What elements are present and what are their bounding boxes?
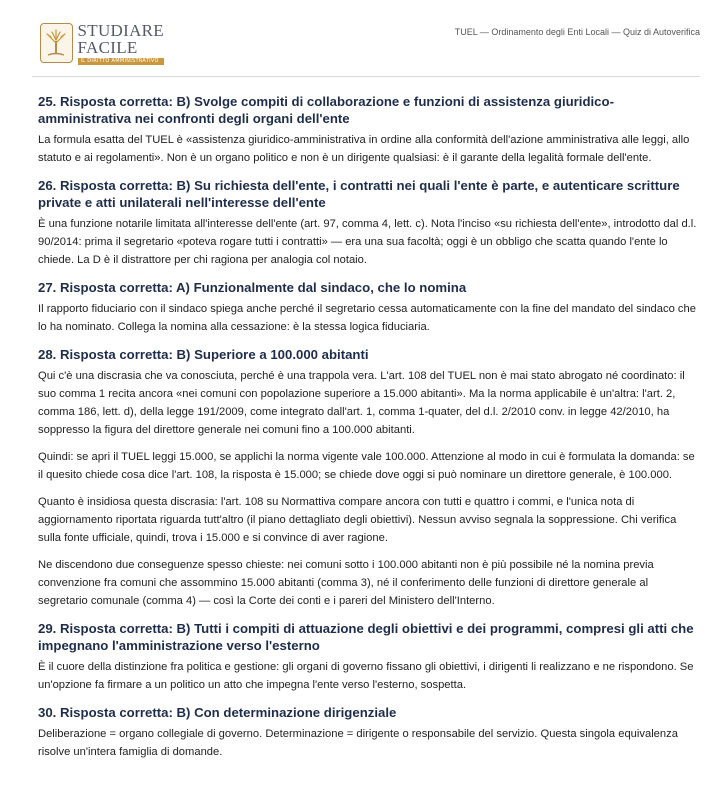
answer-explanation: Deliberazione = organo collegiale di governo. Determinazione = dirigente o responsabile del servizio. Questa singola equivalenza risolve un'intera famiglia di domande. bbox=[38, 728, 678, 758]
answers-list bbox=[38, 93, 700, 761]
answer-30 bbox=[38, 704, 700, 761]
answer-explanation: Ne discendono due conseguenze spesso chieste: nei comuni sotto i 100.000 abitanti non è più possibile né la nomina previa convenzione fra comuni che assommino 15.000 abitanti (comma 3), né il conferimento delle funzioni di direttore generale al segretario comunale (comma 4) — così la Corte dei conti e i pareri del Ministero dell'Interno. bbox=[38, 559, 654, 607]
answer-29 bbox=[38, 620, 700, 694]
tree-icon bbox=[40, 23, 73, 63]
answer-explanation: Qui c'è una discrasia che va conosciuta, perché è una trappola vera. L'art. 108 del TUEL non è mai stato abrogato né coordinato: il suo comma 1 recita ancora «nei comuni con popolazione superiore a 15.000 abitanti». Ma la norma applicabile è un'altra: l'art. 2, comma 186, lett. d), della legge 191/2009, come integrato dall'art. 1, comma 1-quater, del d.l. 2/2010 conv. in legge 42/2010, ha soppresso la figura del direttore generale nei comuni fino a 100.000 abitanti. bbox=[38, 370, 685, 436]
answer-heading: 30. Risposta corretta: B) Con determinazione dirigenziale bbox=[38, 705, 397, 720]
brand-logo[interactable] bbox=[40, 20, 164, 66]
answer-heading: 28. Risposta corretta: B) Superiore a 100.000 abitanti bbox=[38, 347, 369, 362]
answer-explanation: Quindi: se apri il TUEL leggi 15.000, se applichi la norma vigente vale 100.000. Attenzione al modo in cui è formulata la domanda: se il quesito chiede cosa dice l'art. 108, la risposta è 15.000; se chiede dove oggi si può nominare un direttore generale, è 100.000. bbox=[38, 451, 695, 481]
answer-28 bbox=[38, 346, 700, 610]
answer-heading: 26. Risposta corretta: B) Su richiesta dell'ente, i contratti nei quali l'ente è parte, e autenticare scritture private e atti unilaterali nell'interesse dell'ente bbox=[38, 178, 680, 210]
answer-explanation: È una funzione notarile limitata all'interesse dell'ente (art. 97, comma 4, lett. c). Nota l'inciso «su richiesta dell'ente», introdotto dal d.l. 90/2014: prima il segretario «poteva rogare tutti i contratti» — era una sua facoltà; oggi è un obbligo che scatta quando l'ente lo chiede. La D è il distrattore per chi ragiona per analogia col notaio. bbox=[38, 218, 697, 266]
brand-name-line1: STUDIARE bbox=[77, 20, 164, 40]
answer-heading: 27. Risposta corretta: A) Funzionalmente dal sindaco, che lo nomina bbox=[38, 280, 467, 295]
answer-explanation: È il cuore della distinzione fra politica e gestione: gli organi di governo fissano gli obiettivi, i dirigenti li realizzano e ne rispondono. Se un'opzione fa firmare a un politico un atto che impegna l'ente verso l'esterno, sospetta. bbox=[38, 661, 694, 691]
answer-26 bbox=[38, 177, 700, 269]
answer-explanation: Il rapporto fiduciario con il sindaco spiega anche perché il segretario cessa automaticamente con la fine del mandato del sindaco che lo ha nominato. Collega la nomina alla cessazione: è la stessa logica fiduciaria. bbox=[38, 303, 696, 333]
page-header bbox=[32, 0, 700, 77]
answer-explanation: La formula esatta del TUEL è «assistenza giuridico-amministrativa in ordine alla conformità dell'azione amministrativa alle leggi, allo statuto e ai regolamenti». Non è un organo politico e non è un dirigente qualsiasi: è il garante della legalità formale dell'ente. bbox=[38, 134, 690, 164]
brand-name-line2: FACILE bbox=[77, 37, 138, 57]
breadcrumb: TUEL — Ordinamento degli Enti Locali — Quiz di Autoverifica bbox=[454, 27, 700, 37]
answer-explanation: Quanto è insidiosa questa discrasia: l'art. 108 su Normattiva compare ancora con tutti e quattro i commi, e l'unica nota di aggiornamento riportata riguarda tutt'altro (il piano dettagliato degli obiettivi). Nessun avviso segnala la soppressione. Chi verifica sulla fonte ufficiale, quindi, trova i 15.000 e si convince di aver ragione. bbox=[38, 496, 677, 544]
answer-25 bbox=[38, 93, 700, 167]
answer-heading: 25. Risposta corretta: B) Svolge compiti di collaborazione e funzioni di assistenza giuridico-amministrativa nei confronti degli organi dell'ente bbox=[38, 94, 614, 126]
answer-heading: 29. Risposta corretta: B) Tutti i compiti di attuazione degli obiettivi e dei programmi, compresi gli atti che impegnano l'amministrazione verso l'esterno bbox=[38, 621, 694, 653]
brand-tagline: IL DIRITTO AMMINISTRATIVO bbox=[78, 58, 164, 65]
answer-27 bbox=[38, 279, 700, 336]
